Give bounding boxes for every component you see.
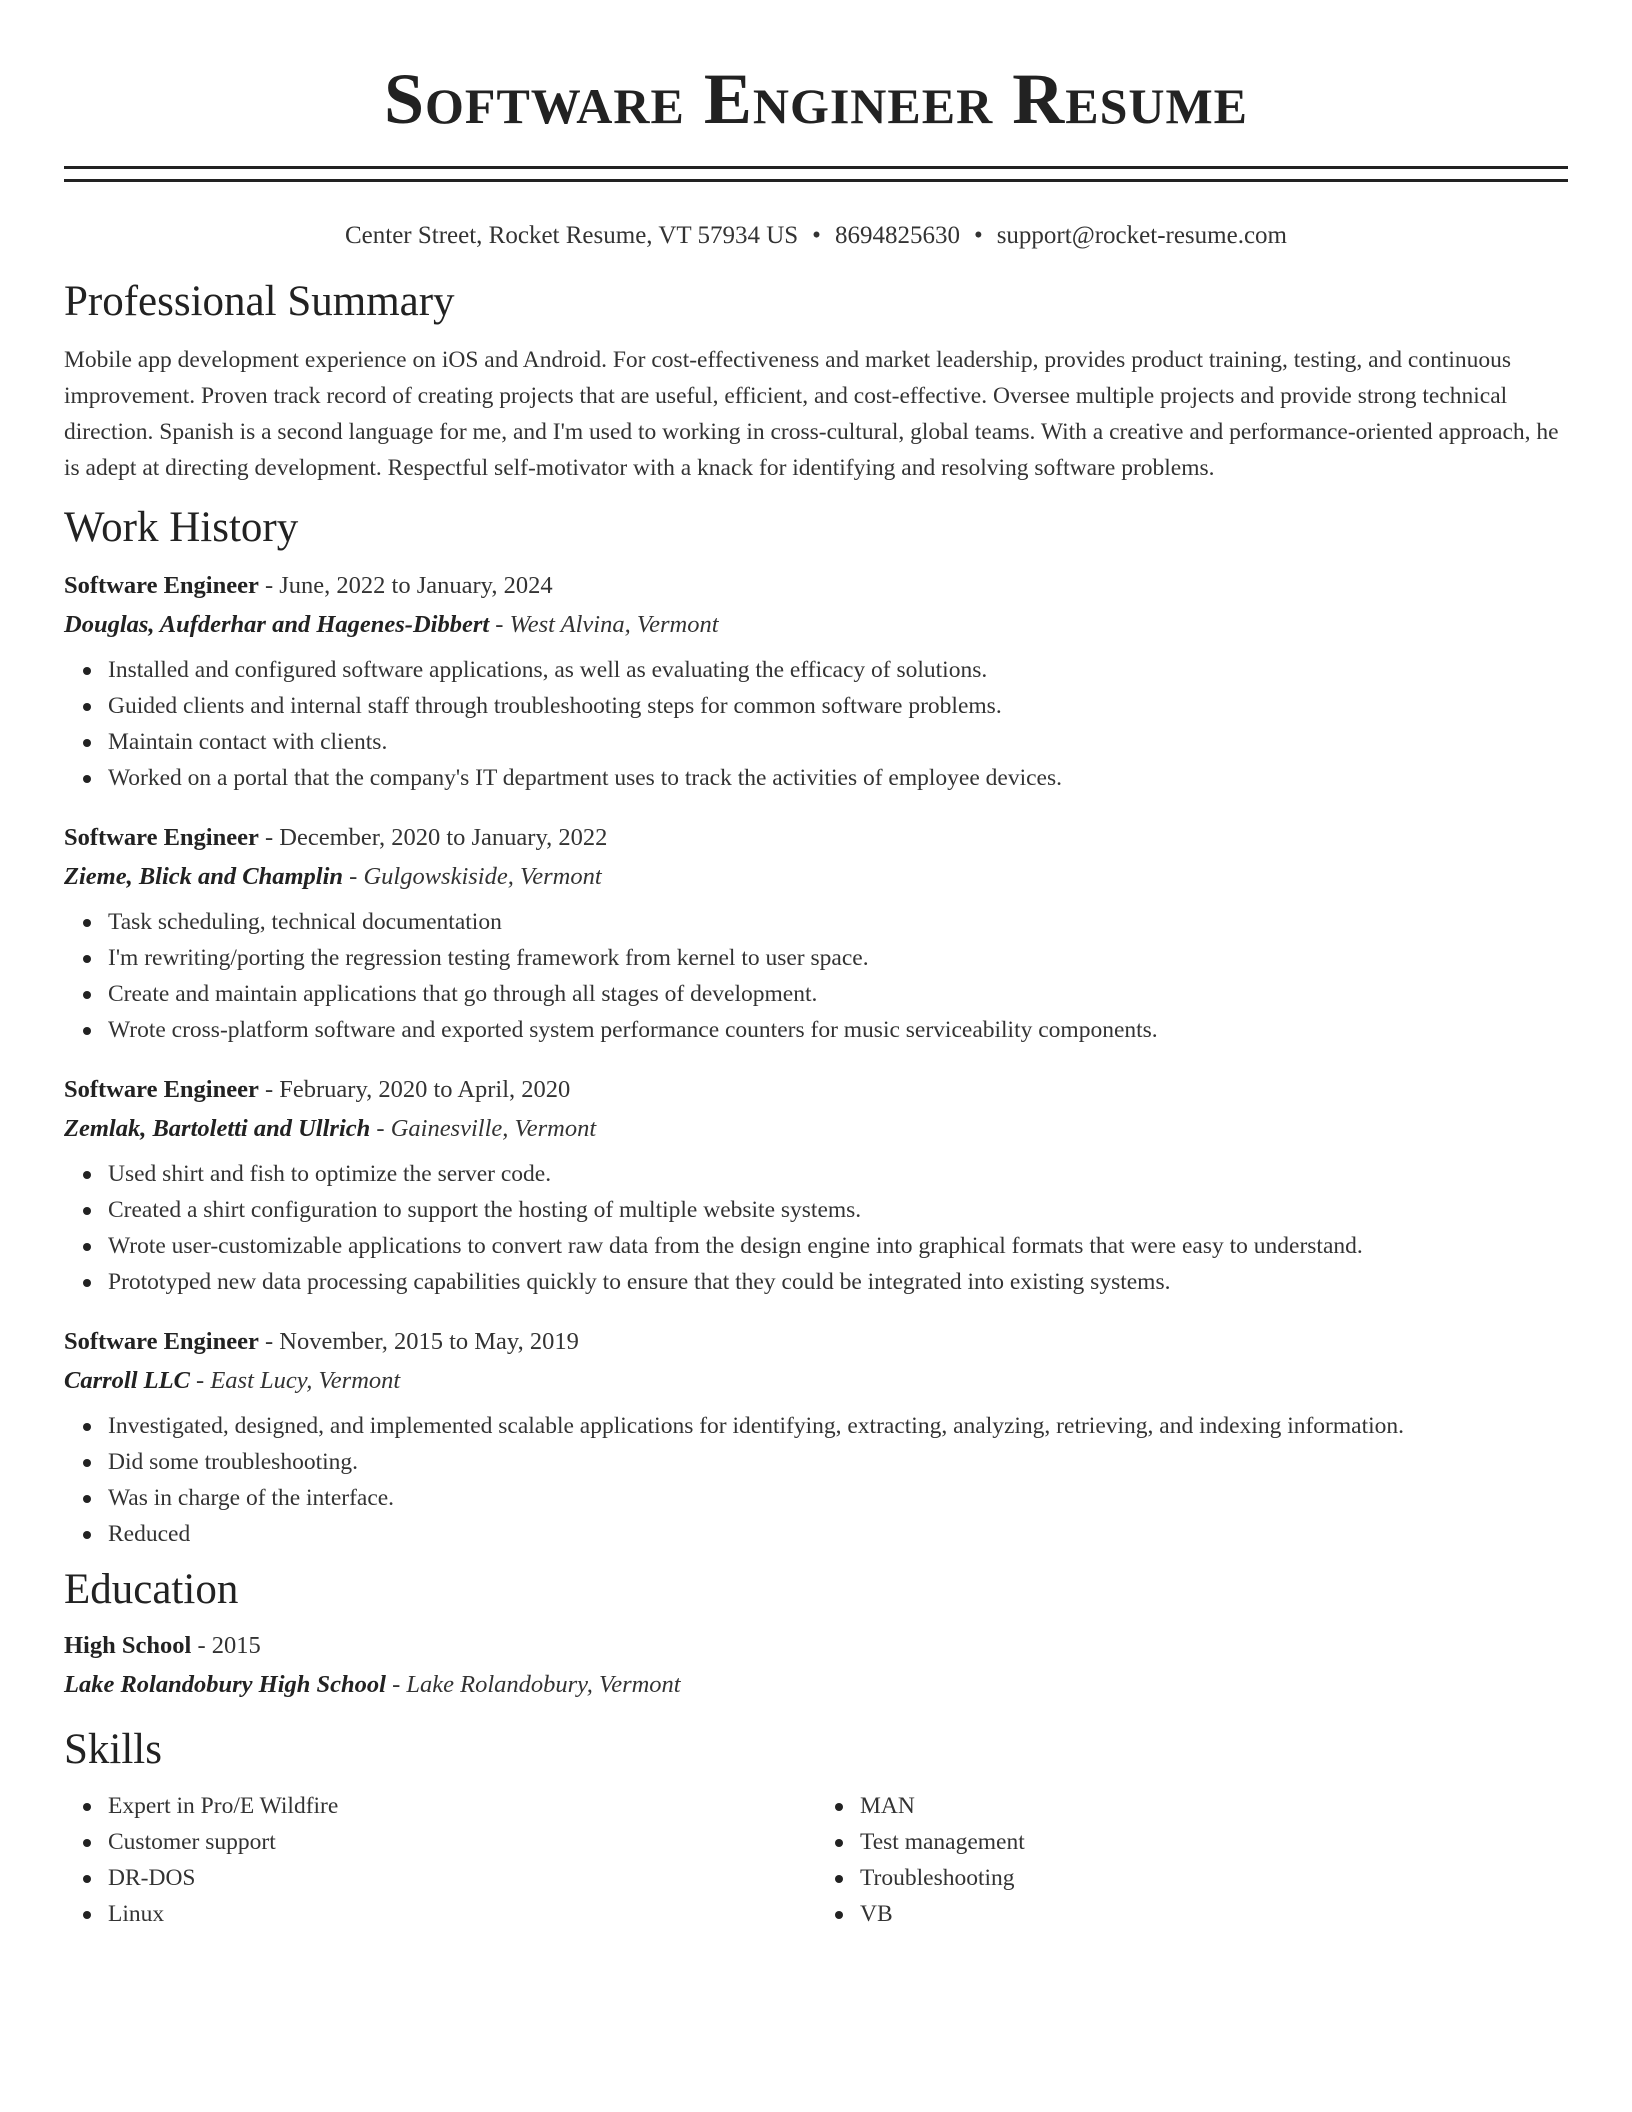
summary-heading: Professional Summary (64, 278, 455, 325)
job-location: West Alvina, Vermont (509, 611, 719, 638)
skill-item: Troubleshooting (860, 1860, 1568, 1896)
job-company-line (64, 857, 1568, 896)
job-bullet: Did some troubleshooting. (108, 1444, 1568, 1480)
work-history-heading: Work History (64, 504, 299, 551)
contact-separator: • (812, 222, 821, 249)
dash: - (376, 1115, 385, 1142)
skill-item: Test management (860, 1824, 1568, 1860)
education-school-line (64, 1665, 1568, 1704)
dash: - (264, 1328, 274, 1355)
job-location: Gulgowskiside, Vermont (363, 863, 602, 890)
job-title: Software Engineer (64, 824, 259, 851)
title-double-rule (64, 166, 1568, 182)
job-title-line (64, 818, 1568, 857)
job-entry (64, 1070, 1568, 1300)
job-bullet: Worked on a portal that the company's IT department uses to track the activities of employee devices. (108, 760, 1568, 796)
job-bullet: Guided clients and internal staff through troubleshooting steps for common software problems. (108, 688, 1568, 724)
skills-left-list (64, 1788, 816, 1932)
dash: - (197, 1632, 206, 1659)
education-degree-line (64, 1626, 1568, 1665)
skills-right-list (816, 1788, 1568, 1932)
job-bullet: Wrote cross-platform software and exported system performance counters for music serviceability components. (108, 1012, 1568, 1048)
skill-item: MAN (860, 1788, 1568, 1824)
skill-item: Expert in Pro/E Wildfire (108, 1788, 816, 1824)
job-company-line (64, 605, 1568, 644)
contact-phone: 8694825630 (834, 222, 960, 249)
resume-page (64, 0, 1568, 1932)
job-location: Gainesville, Vermont (390, 1115, 597, 1142)
job-bullet: I'm rewriting/porting the regression testing framework from kernel to user space. (108, 940, 1568, 976)
job-dates: June, 2022 to January, 2024 (279, 572, 553, 599)
job-bullets (64, 1408, 1568, 1552)
job-title-line (64, 1322, 1568, 1361)
job-location: East Lucy, Vermont (210, 1367, 401, 1394)
contact-address: Center Street, Rocket Resume, VT 57934 US (344, 222, 799, 249)
job-bullet: Create and maintain applications that go through all stages of development. (108, 976, 1568, 1012)
job-company: Carroll LLC (64, 1367, 190, 1394)
dash: - (196, 1367, 205, 1394)
job-dates: November, 2015 to May, 2019 (279, 1328, 579, 1355)
job-bullet: Maintain contact with clients. (108, 724, 1568, 760)
skills-columns (64, 1776, 1568, 1932)
job-company: Douglas, Aufderhar and Hagenes-Dibbert (64, 611, 490, 638)
dash: - (349, 863, 358, 890)
job-bullets (64, 904, 1568, 1048)
job-company-line (64, 1109, 1568, 1148)
contact-email: support@rocket-resume.com (996, 222, 1287, 249)
dash: - (495, 611, 504, 638)
job-entry (64, 566, 1568, 796)
job-title: Software Engineer (64, 1076, 259, 1103)
education-school: Lake Rolandobury High School (64, 1671, 386, 1698)
education-heading: Education (64, 1566, 239, 1613)
education-entry (64, 1626, 1568, 1704)
skill-item: DR-DOS (108, 1860, 816, 1896)
job-bullet: Was in charge of the interface. (108, 1480, 1568, 1516)
job-bullet: Task scheduling, technical documentation (108, 904, 1568, 940)
skill-item: VB (860, 1896, 1568, 1932)
job-company: Zemlak, Bartoletti and Ullrich (64, 1115, 371, 1142)
job-dates: December, 2020 to January, 2022 (279, 824, 608, 851)
dash: - (264, 824, 274, 851)
summary-text: Mobile app development experience on iOS and Android. For cost-effectiveness and market leadership, provides product training, testing, and continuous improvement. Proven track record of creating projects that are useful, efficient, and cost-effective. Oversee multiple projects and provide strong technical direction. Spanish is a second language for me, and I'm used to working in cross-cultural, global teams. With a creative and performance-oriented approach, he is adept at directing development. Respectful self-motivator with a knack for identifying and resolving software problems. (64, 347, 1559, 481)
job-title: Software Engineer (64, 1328, 259, 1355)
job-title-line (64, 566, 1568, 605)
job-dates: February, 2020 to April, 2020 (279, 1076, 571, 1103)
education-location: Lake Rolandobury, Vermont (406, 1671, 681, 1698)
job-bullets (64, 652, 1568, 796)
dash: - (264, 1076, 274, 1103)
skills-heading: Skills (64, 1726, 162, 1773)
job-company: Zieme, Blick and Champlin (64, 863, 344, 890)
dash: - (264, 572, 274, 599)
job-bullet: Investigated, designed, and implemented scalable applications for identifying, extracting, analyzing, retrieving, and indexing information. (108, 1408, 1568, 1444)
job-bullet: Installed and configured software applications, as well as evaluating the efficacy of solutions. (108, 652, 1568, 688)
education-year: 2015 (211, 1632, 261, 1659)
job-entry (64, 1322, 1568, 1552)
skill-item: Linux (108, 1896, 816, 1932)
resume-title: Software Engineer Resume (383, 59, 1249, 139)
job-bullet: Prototyped new data processing capabilities quickly to ensure that they could be integrated into existing systems. (108, 1264, 1568, 1300)
skill-item: Customer support (108, 1824, 816, 1860)
contact-separator: • (973, 222, 983, 249)
contact-line (64, 219, 1568, 253)
job-company-line (64, 1361, 1568, 1400)
job-entry (64, 818, 1568, 1048)
education-degree: High School (64, 1632, 192, 1659)
job-title: Software Engineer (64, 572, 259, 599)
job-bullet: Used shirt and fish to optimize the server code. (108, 1156, 1568, 1192)
dash: - (392, 1671, 401, 1698)
job-bullet: Reduced (108, 1516, 1568, 1552)
job-bullet: Created a shirt configuration to support the hosting of multiple website systems. (108, 1192, 1568, 1228)
job-bullets (64, 1156, 1568, 1300)
job-title-line (64, 1070, 1568, 1109)
job-bullet: Wrote user-customizable applications to convert raw data from the design engine into graphical formats that were easy to understand. (108, 1228, 1568, 1264)
